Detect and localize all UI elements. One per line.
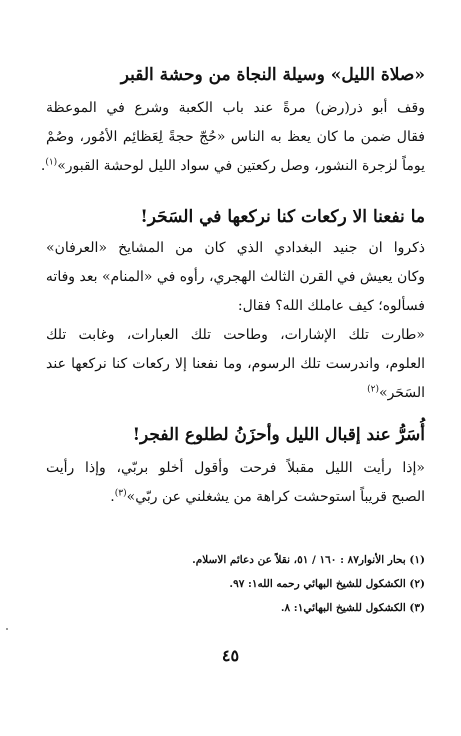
section-2-line: وكان يعيش في القرن الثالث الهجري، رأوه في «المنام» بعد وفاته <box>45 269 425 285</box>
footnote-2: (٢) الكشكول للشيخ البهائي رحمه الله١: ٩٧. <box>229 578 425 590</box>
section-1-line: فقال ضمن ما كان يعظ به الناس «حُجّ حجةً لِعَظائِم الأمُور، وصُمْ <box>46 129 425 145</box>
footnote-ref-1: (١) <box>45 157 58 168</box>
section-3-paragraph <box>46 454 425 512</box>
section-2-paragraph <box>46 234 425 408</box>
section-1-paragraph <box>40 94 425 181</box>
section-2-line: ذكروا ان جنيد البغدادي الذي كان من المشايخ «العرفان» <box>46 240 425 256</box>
section-1-line: يوماً لزجرة النشور، وصل ركعتين في سواد الليل لوحشة القبور»$^{(١)}$. <box>40 157 425 174</box>
section-2-line-text: السَحَر» <box>379 385 425 401</box>
section-2-title: ما نفعنا الا ركعات كنا نركعها في السَحَر! <box>140 207 425 227</box>
section-3-line: الصبح قريباً استوحشت كراهة من يشغلني عن ربّي»$^{(٣)}$. <box>110 488 425 505</box>
section-3-line-text: الصبح قريباً استوحشت كراهة من يشغلني عن ربّي» <box>126 489 425 505</box>
section-2-line: «طارت تلك الإشارات، وطاحت تلك العبارات، وغابت تلك <box>46 327 425 343</box>
footnote-ref-3: (٣) <box>114 488 127 499</box>
scan-speck <box>6 628 8 630</box>
footnote-3: (٣) الكشكول للشيخ البهائي١: ٨. <box>280 602 425 614</box>
section-1-line-text: يوماً لزجرة النشور، وصل ركعتين في سواد الليل لوحشة القبور» <box>57 158 425 174</box>
section-2-line: فسألوه؛ كيف عاملك الله؟ فقال: <box>237 298 425 314</box>
section-night-joy <box>46 422 425 512</box>
section-3-line: «إذا رأيت الليل مقبلاً فرحت وأقول أخلو بربّي، وإذا رأيت <box>46 460 425 476</box>
section-3-title: أُسَرُّ عند إقبال الليل وأحزَنُ لطلوع الفجر! <box>132 425 425 445</box>
section-2-line <box>46 379 425 408</box>
page-number: ٤٥ <box>221 646 240 665</box>
section-2-line: العلوم، واندرست تلك الرسوم، وما نفعنا إلا ركعات كنا نركعها عند <box>46 356 425 372</box>
section-night-prayer-grave <box>40 62 425 181</box>
section-dawn-prayers <box>46 204 425 408</box>
footnote-ref-2: (٢) <box>367 384 380 395</box>
section-1-title: «صلاة الليل» وسيلة النجاة من وحشة القبر <box>120 65 425 85</box>
section-1-line: وقف أبو ذر(رض) مرةً عند باب الكعبة وشرع في الموعظة <box>46 100 425 116</box>
footnote-1: (١) بحار الأنوار٨٧ : ١٦٠ / ٥١، نقلاً عن دعائم الاسلام. <box>192 554 425 566</box>
footnotes <box>46 548 425 620</box>
